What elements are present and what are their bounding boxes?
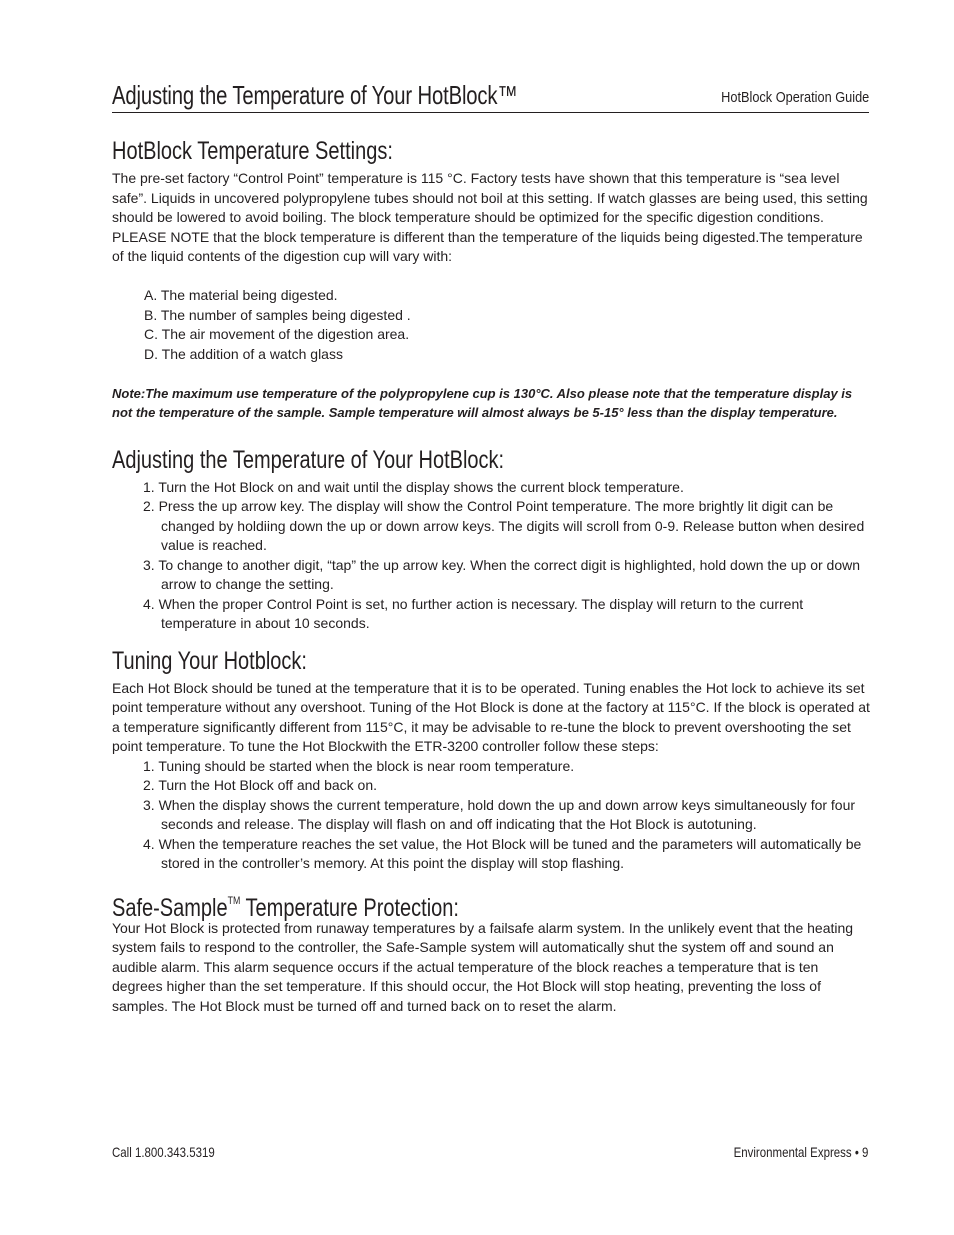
list-item: B. The number of samples being digested . (144, 306, 411, 323)
list-item: 1. Tuning should be started when the block is near room temperature. (143, 757, 575, 774)
list-item: 1. Turn the Hot Block on and wait until the display shows the current block temperature. (143, 478, 684, 495)
document-body (112, 136, 870, 1016)
list-item: A. The material being digested. (144, 287, 338, 303)
section-temperature-settings (112, 136, 870, 423)
heading-part: Safe-Sample (112, 893, 228, 922)
list-item: 4. When the proper Control Point is set, no further action is necessary. The display will return to the current temperature in about 10 seconds. (143, 595, 804, 631)
section-safe-sample (112, 886, 870, 1017)
list-item: 4. When the temperature reaches the set value, the Hot Block will be tuned and the parameters will automatically be stored in the controller’s memory. At this point the display will stop flashing. (143, 835, 862, 871)
note-text: Note:The maximum use temperature of the polypropylene cup is 130°C. Also please note that the temperature display is not the temperature of the sample. Sample temperature will almost always be 5-15° less than the display temperature. (112, 385, 853, 420)
tuning-steps-list (112, 757, 870, 874)
trademark-mark: TM (227, 894, 241, 907)
section-heading: HotBlock Temperature Settings: (112, 137, 393, 165)
section-heading: Adjusting the Temperature of Your HotBlock: (112, 445, 505, 474)
list-item: 3. To change to another digit, “tap” the up arrow key. When the correct digit is highlighted, hold down the up or down arrow to change the setting. (143, 556, 861, 592)
heading-part: Temperature Protection: (240, 893, 459, 922)
factor-list (112, 286, 870, 364)
section-adjusting-temperature (112, 445, 870, 634)
footer-company-page: Environmental Express • 9 (733, 1144, 868, 1160)
list-item: C. The air movement of the digestion area. (144, 326, 410, 342)
list-item: 2. Press the up arrow key. The display will show the Control Point temperature. The more brightly lit digit can be changed by holdiing down the up or down arrow keys. The digits will scroll from 0-9. Release button when desired value is reached. (143, 498, 865, 553)
section-tuning (112, 646, 870, 874)
page-header (112, 80, 869, 113)
section-paragraph: The pre-set factory “Control Point” temperature is 115 °C. Factory tests have shown that this temperature is “sea level safe”. Liquids in uncovered polypropylene tubes should not boil at this setting. If watch glasses are being used, this setting should be lowered to avoid boiling. The block temperature should be optimized for the specific digestion conditions. PLEASE NOTE that the block temperature is different than the temperature of the liquids being digested.The temperature of the liquid contents of the digestion cup will vary with: (112, 170, 868, 264)
section-paragraph: Each Hot Block should be tuned at the temperature that it is to be operated. Tuning enables the Hot lock to achieve its set point temperature without any overshoot. Tuning of the Hot Block is done at the factory at 115°C. If the block is operated at a temperature significantly different from 115°C, it may be advisable to re-tune the block to prevent overshooting the set point temperature. To tune the Hot Blockwith the ETR-3200 controller follow these steps: (112, 679, 870, 754)
list-item: D. The addition of a watch glass (144, 345, 343, 362)
section-heading: Tuning Your Hotblock: (112, 646, 307, 675)
steps-list (112, 478, 870, 634)
list-item: 3. When the display shows the current temperature, hold down the up and down arrow keys simultaneously for four seconds and release. The display will flash on and off indicating that the Hot Block is autotuning. (143, 796, 856, 832)
section-heading (112, 886, 718, 922)
section-paragraph: Your Hot Block is protected from runaway temperatures by a failsafe alarm system. In the unlikely event that the heating system fails to respond to the controller, the Safe-Sample system will automatically shut the system off and sound an audible alarm. This alarm sequence occurs if the actual temperature of the block reaches a temperature that is ten degrees higher than the set temperature. If this should occur, the Hot Block will stop heating, preventing the loss of samples. The Hot Block must be turned off and turned back on to reset the alarm. (112, 919, 854, 1014)
page-title: Adjusting the Temperature of Your HotBlock™ (112, 80, 518, 110)
guide-name: HotBlock Operation Guide (720, 89, 869, 106)
footer-phone: Call 1.800.343.5319 (112, 1144, 215, 1160)
list-item: 2. Turn the Hot Block off and back on. (143, 777, 377, 793)
